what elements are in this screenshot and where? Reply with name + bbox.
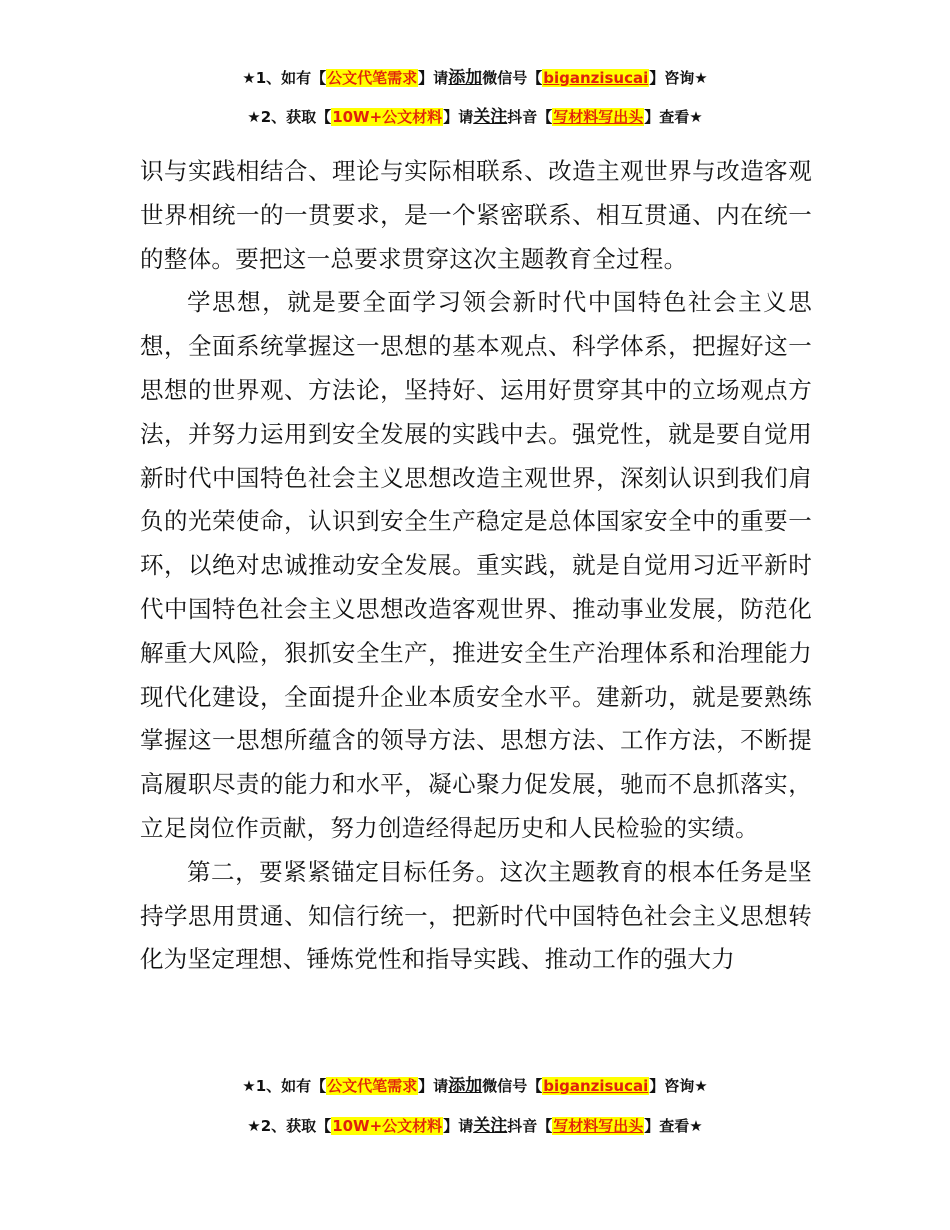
footer-line-1-suffix: 】咨询★ xyxy=(649,1077,708,1095)
footer-highlight-materials: 10W+公文材料 xyxy=(332,1117,443,1135)
header-line-1-suffix: 】咨询★ xyxy=(649,69,708,87)
footer-line-2-suffix: 】查看★ xyxy=(644,1117,703,1135)
footer-line-2-follow: 关注 xyxy=(473,1116,508,1136)
footer-line-1-text-2: 微信号【 xyxy=(482,1077,543,1095)
header-line-2-text-2: 抖音【 xyxy=(507,108,553,126)
highlight-ghostwriting-demand: 公文代笔需求 xyxy=(327,69,418,87)
footer-highlight-ghostwriting-demand: 公文代笔需求 xyxy=(327,1077,418,1095)
footer-line-1-prefix: ★1、如有【 xyxy=(242,1077,327,1095)
footer-line-1 xyxy=(0,1076,950,1096)
header-line-2-text: 】请 xyxy=(443,108,474,126)
footer-line-2-prefix: ★2、获取【 xyxy=(247,1117,332,1135)
paragraph-3: 第二，要紧紧锚定目标任务。这次主题教育的根本任务是坚持学思用贯通、知信行统一，把新时代中国特色社会主义思想转化为坚定理想、锤炼党性和指导实践、推动工作的强大力 xyxy=(140,857,812,974)
header-line-2-suffix: 】查看★ xyxy=(644,108,703,126)
header-line-1-prefix: ★1、如有【 xyxy=(242,69,327,87)
header-line-1-text: 】请 xyxy=(418,69,449,87)
footer-line-2 xyxy=(0,1116,950,1136)
footer-line-1-add: 添加 xyxy=(448,1076,483,1096)
header-line-2 xyxy=(0,107,950,127)
footer-highlight-douyin-account[interactable]: 写材料写出头 xyxy=(553,1117,644,1135)
footer-line-1-text: 】请 xyxy=(418,1077,449,1095)
header-line-1-add: 添加 xyxy=(448,68,483,88)
header-line-2-prefix: ★2、获取【 xyxy=(247,108,332,126)
header-line-1 xyxy=(0,68,950,88)
footer-line-2-text-2: 抖音【 xyxy=(507,1117,553,1135)
highlight-wechat-id[interactable]: biganzisucai xyxy=(543,69,649,87)
highlight-douyin-account[interactable]: 写材料写出头 xyxy=(553,108,644,126)
paragraph-2: 学思想，就是要全面学习领会新时代中国特色社会主义思想，全面系统掌握这一思想的基本观点、科学体系，把握好这一思想的世界观、方法论，坚持好、运用好贯穿其中的立场观点方法，并努力运用到安全发展的实践中去。强党性，就是要自觉用新时代中国特色社会主义思想改造主观世界，深刻认识到我们肩负的光荣使命，认识到安全生产稳定是总体国家安全中的重要一环，以绝对忠诚推动安全发展。重实践，就是自觉用习近平新时代中国特色社会主义思想改造客观世界、推动事业发展，防范化解重大风险，狠抓安全生产，推进安全生产治理体系和治理能力现代化建设，全面提升企业本质安全水平。建新功，就是要熟练掌握这一思想所蕴含的领导方法、思想方法、工作方法，不断提高履职尽责的能力和水平，凝心聚力促发展，驰而不息抓落实，立足岗位作贡献，努力创造经得起历史和人民检验的实绩。 xyxy=(140,288,812,842)
paragraph-1: 识与实践相结合、理论与实际相联系、改造主观世界与改造客观世界相统一的一贯要求，是一个紧密联系、相互贯通、内在统一的整体。要把这一总要求贯穿这次主题教育全过程。 xyxy=(140,157,812,273)
footer-highlight-wechat-id[interactable]: biganzisucai xyxy=(543,1077,649,1095)
document-body xyxy=(140,150,812,982)
highlight-materials: 10W+公文材料 xyxy=(332,108,443,126)
footer-line-2-text: 】请 xyxy=(443,1117,474,1135)
header-line-1-text-2: 微信号【 xyxy=(482,69,543,87)
header-line-2-follow: 关注 xyxy=(473,107,508,127)
